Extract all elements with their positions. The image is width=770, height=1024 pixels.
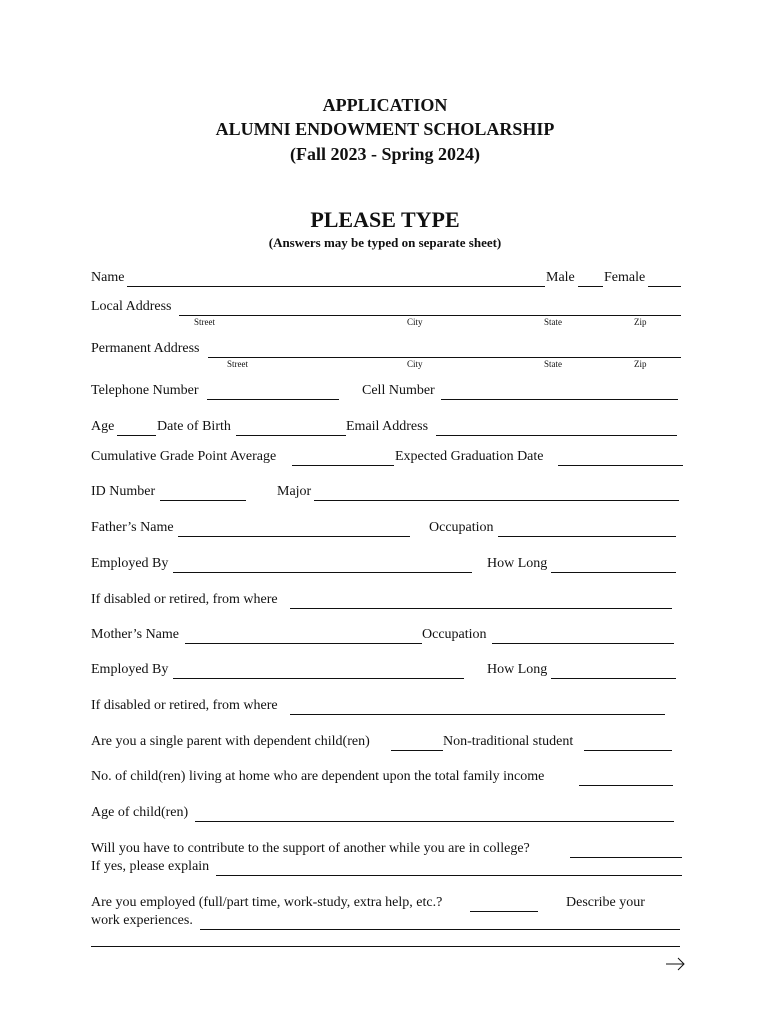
work-experiences-field[interactable] bbox=[200, 929, 680, 930]
single-parent-field[interactable] bbox=[391, 750, 443, 751]
permanent-city-caption: City bbox=[407, 359, 423, 369]
local-city-caption: City bbox=[407, 317, 423, 327]
dob-field[interactable] bbox=[236, 435, 346, 436]
fathers-name-label: Father’s Name bbox=[91, 520, 174, 535]
female-field[interactable] bbox=[648, 286, 681, 287]
dob-label: Date of Birth bbox=[157, 419, 231, 434]
mother-disabled-label: If disabled or retired, from where bbox=[91, 698, 278, 713]
local-address-label: Local Address bbox=[91, 299, 172, 314]
grad-date-label: Expected Graduation Date bbox=[395, 449, 544, 464]
non-traditional-label: Non-traditional student bbox=[443, 734, 574, 749]
gpa-label: Cumulative Grade Point Average bbox=[91, 449, 277, 464]
mother-disabled-field[interactable] bbox=[290, 714, 665, 715]
id-number-label: ID Number bbox=[91, 484, 156, 499]
email-label: Email Address bbox=[346, 419, 429, 434]
employed-label: Are you employed (full/part time, work-study, extra help, etc.? bbox=[91, 895, 443, 910]
telephone-field[interactable] bbox=[207, 399, 339, 400]
father-how-long-label: How Long bbox=[487, 556, 548, 571]
mother-employed-by-label: Employed By bbox=[91, 662, 169, 677]
father-disabled-label: If disabled or retired, from where bbox=[91, 592, 278, 607]
non-traditional-field[interactable] bbox=[584, 750, 672, 751]
id-number-field[interactable] bbox=[160, 500, 246, 501]
num-children-label: No. of child(ren) living at home who are dependent upon the total family income bbox=[91, 769, 545, 784]
father-how-long-field[interactable] bbox=[551, 572, 676, 573]
describe-label: Describe your bbox=[566, 895, 645, 910]
cell-field[interactable] bbox=[441, 399, 678, 400]
age-label: Age bbox=[91, 419, 115, 434]
if-yes-field[interactable] bbox=[216, 875, 682, 876]
grad-date-field[interactable] bbox=[558, 465, 683, 466]
gpa-field[interactable] bbox=[292, 465, 394, 466]
email-field[interactable] bbox=[436, 435, 677, 436]
mothers-name-field[interactable] bbox=[185, 643, 422, 644]
permanent-zip-caption: Zip bbox=[634, 359, 647, 369]
permanent-state-caption: State bbox=[544, 359, 562, 369]
fathers-name-field[interactable] bbox=[178, 536, 410, 537]
mother-how-long-field[interactable] bbox=[551, 678, 676, 679]
form-title-application: APPLICATION bbox=[322, 95, 448, 115]
father-disabled-field[interactable] bbox=[290, 608, 672, 609]
contribute-field[interactable] bbox=[570, 857, 682, 858]
work-experiences-extra-line[interactable] bbox=[91, 946, 680, 947]
local-zip-caption: Zip bbox=[634, 317, 647, 327]
local-address-field[interactable] bbox=[179, 315, 681, 316]
major-label: Major bbox=[277, 484, 312, 499]
local-street-caption: Street bbox=[194, 317, 215, 327]
form-title-term: (Fall 2023 - Spring 2024) bbox=[289, 144, 480, 164]
age-children-label: Age of child(ren) bbox=[91, 805, 189, 820]
father-occupation-field[interactable] bbox=[498, 536, 676, 537]
father-employed-by-label: Employed By bbox=[91, 556, 169, 571]
mother-occupation-field[interactable] bbox=[492, 643, 674, 644]
continue-arrow-icon bbox=[664, 955, 688, 973]
work-experiences-label: work experiences. bbox=[91, 913, 193, 928]
single-parent-label: Are you a single parent with dependent child(ren) bbox=[91, 734, 370, 749]
name-label: Name bbox=[91, 270, 125, 285]
father-occupation-label: Occupation bbox=[429, 520, 494, 535]
female-label: Female bbox=[604, 270, 646, 285]
mother-occupation-label: Occupation bbox=[422, 627, 487, 642]
permanent-address-label: Permanent Address bbox=[91, 341, 200, 356]
contribute-label: Will you have to contribute to the support of another while you are in college? bbox=[91, 841, 530, 856]
major-field[interactable] bbox=[314, 500, 679, 501]
local-state-caption: State bbox=[544, 317, 562, 327]
mother-employed-by-field[interactable] bbox=[173, 678, 464, 679]
age-field[interactable] bbox=[117, 435, 156, 436]
mother-how-long-label: How Long bbox=[487, 662, 548, 677]
num-children-field[interactable] bbox=[579, 785, 673, 786]
please-type-heading: PLEASE TYPE bbox=[310, 207, 460, 232]
permanent-address-field[interactable] bbox=[208, 357, 681, 358]
cell-label: Cell Number bbox=[362, 383, 435, 398]
male-field[interactable] bbox=[578, 286, 603, 287]
separate-sheet-note: (Answers may be typed on separate sheet) bbox=[268, 235, 502, 250]
employed-field[interactable] bbox=[470, 911, 538, 912]
male-label: Male bbox=[546, 270, 575, 285]
father-employed-by-field[interactable] bbox=[173, 572, 472, 573]
permanent-street-caption: Street bbox=[227, 359, 248, 369]
mothers-name-label: Mother’s Name bbox=[91, 627, 179, 642]
telephone-label: Telephone Number bbox=[91, 383, 199, 398]
name-field[interactable] bbox=[127, 286, 545, 287]
age-children-field[interactable] bbox=[195, 821, 674, 822]
if-yes-label: If yes, please explain bbox=[91, 859, 210, 874]
form-title-scholarship: ALUMNI ENDOWMENT SCHOLARSHIP bbox=[215, 119, 555, 139]
